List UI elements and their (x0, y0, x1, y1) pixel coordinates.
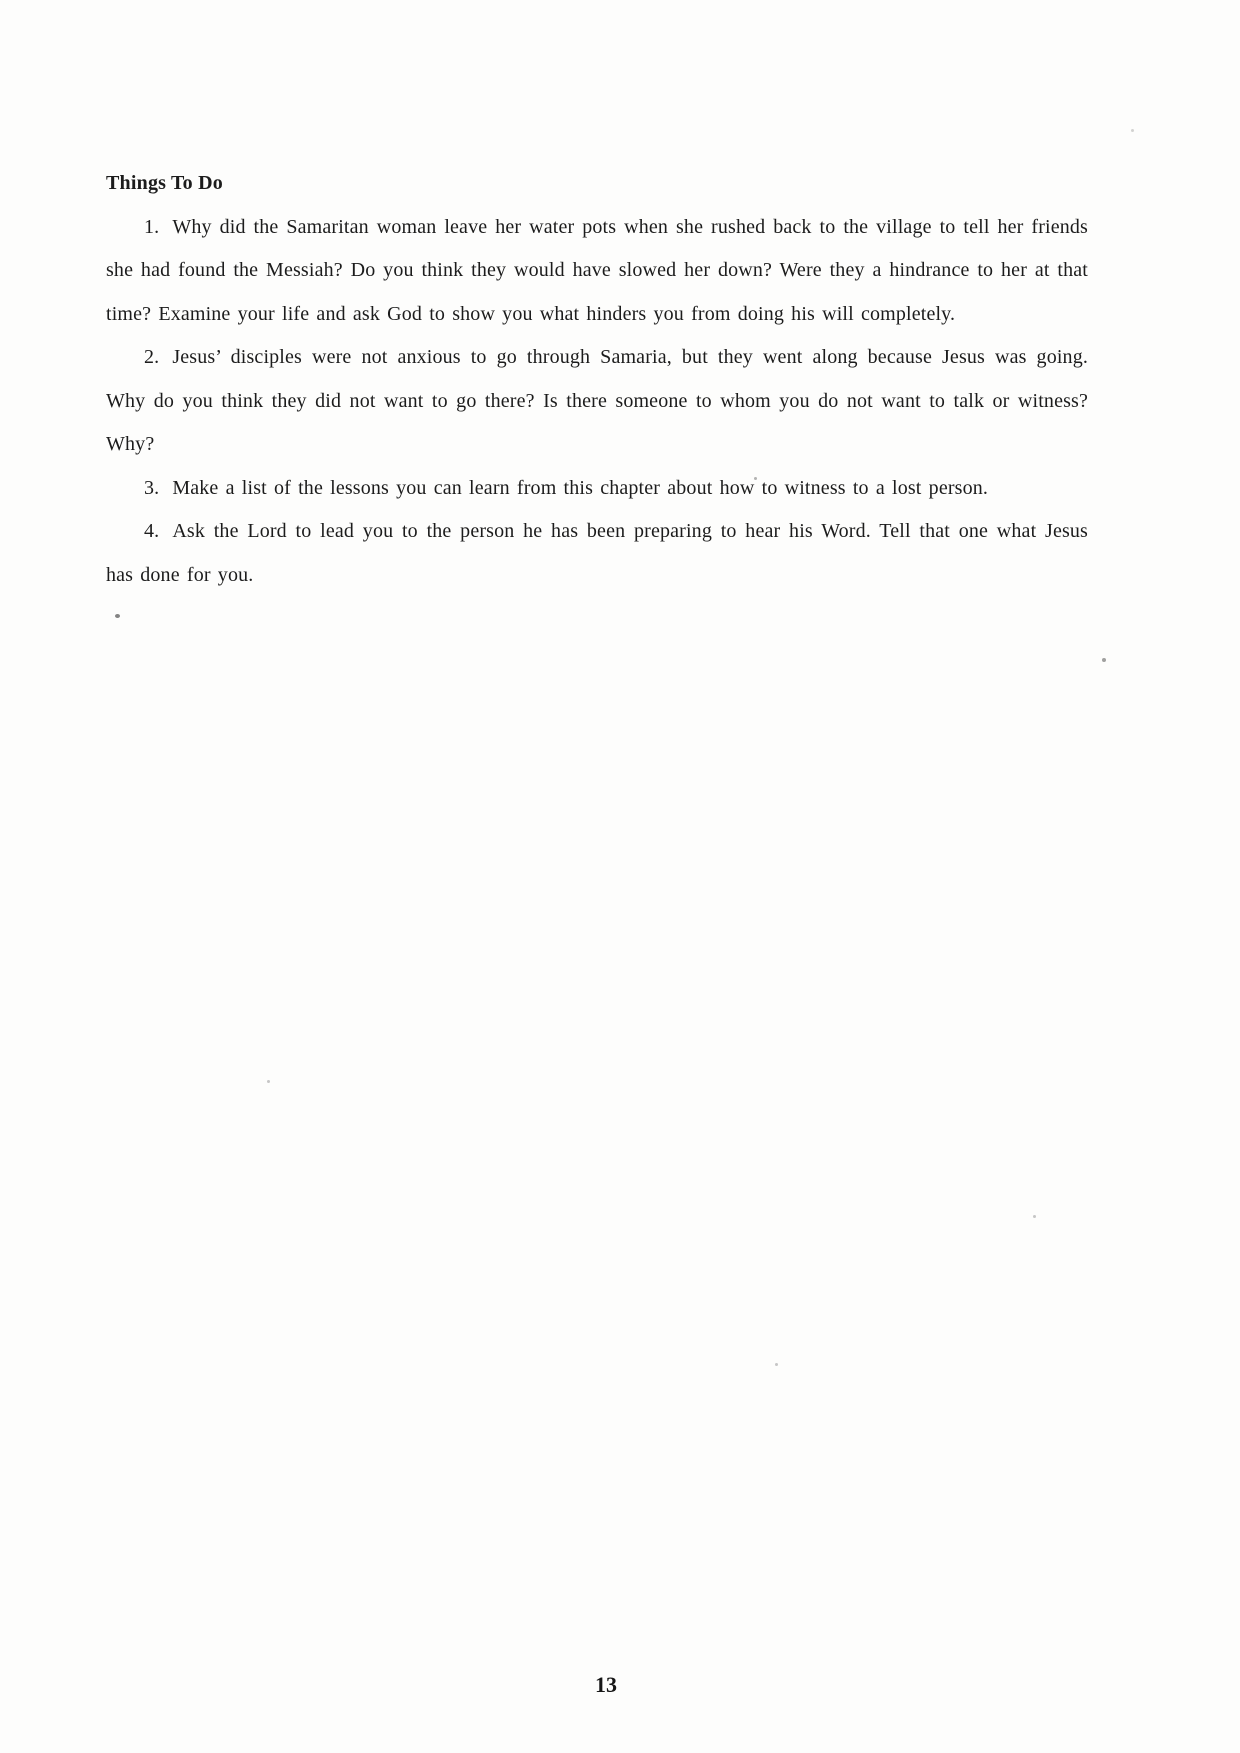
page-content (106, 162, 1088, 597)
item-text: Ask the Lord to lead you to the person he has been preparing to hear his Word. Tell that one what Jesus has done for you. (106, 520, 1088, 586)
scan-speck (754, 477, 757, 480)
item-number: 3. (144, 476, 160, 499)
list-item (106, 206, 1088, 337)
page-number: 13 (595, 1672, 617, 1697)
item-text: Jesus’ disciples were not anxious to go through Samaria, but they went along because Jesus was going. Why do you think they did not want to go there? Is there someone to whom you do not want to talk or witness? Why? (106, 346, 1088, 455)
item-number: 2. (144, 346, 160, 368)
scan-speck (1102, 658, 1106, 662)
scan-speck (775, 1363, 778, 1366)
item-text: Make a list of the lessons you can learn from this chapter about how to witness to a lost person. (172, 476, 989, 499)
list-item (106, 510, 1088, 597)
scan-speck (1033, 1215, 1036, 1218)
list-item (106, 336, 1088, 467)
section-heading: Things To Do (106, 172, 223, 194)
scan-speck (267, 1080, 270, 1083)
item-number: 4. (144, 520, 160, 542)
item-text: Why did the Samaritan woman leave her water pots when she rushed back to the village to tell her friends she had found the Messiah? Do you think they would have slowed her down? Were they a hindrance to her at that time? Examine your life and ask God to show you what hinders you from doing his will completely. (106, 215, 1088, 325)
scan-speck (1131, 129, 1134, 132)
item-number: 1. (144, 215, 160, 238)
list-item (106, 467, 1088, 511)
scan-speck (115, 614, 120, 618)
